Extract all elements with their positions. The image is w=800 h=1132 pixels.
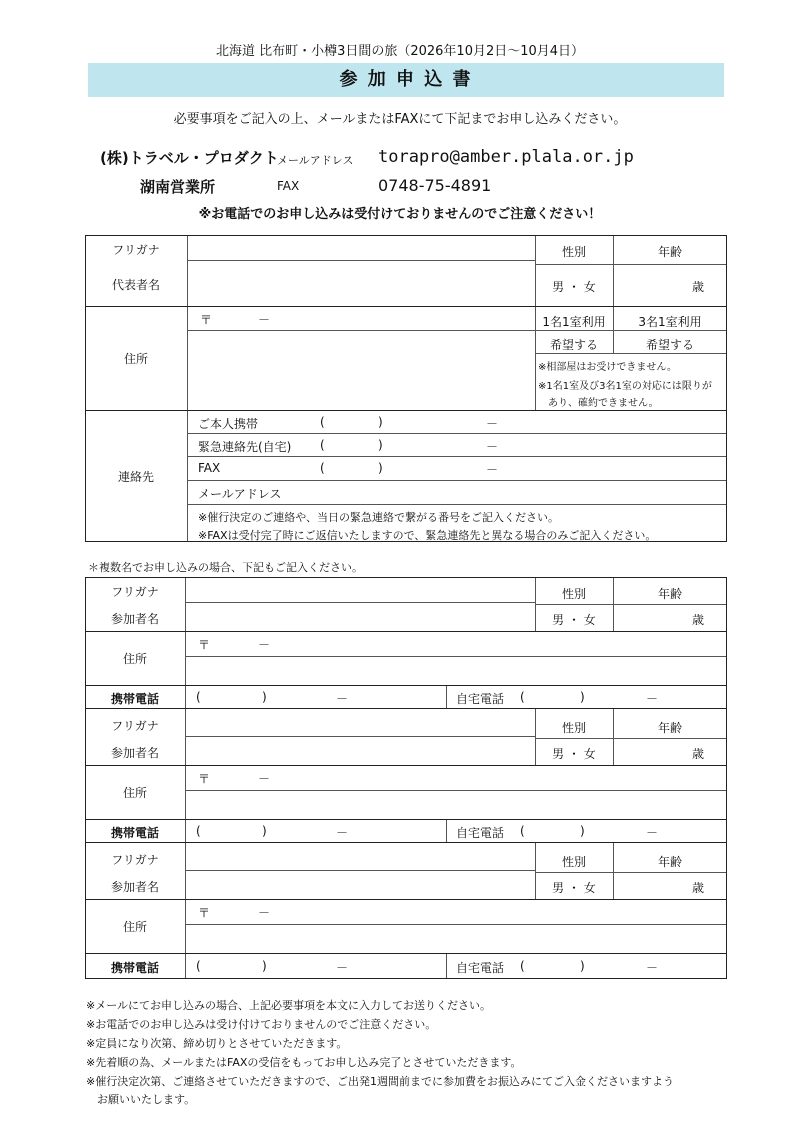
rep-age-unit: 歳 bbox=[692, 280, 705, 294]
p2-gender-label: 性別 bbox=[561, 721, 586, 735]
footer-note: ※催行決定次第、ご連絡させていただきますので、ご出発1週間前までに参加費をお振込みにてご入金くださいますよう bbox=[86, 1075, 674, 1088]
branch-name: 湖南営業所 bbox=[140, 178, 216, 196]
contact-note-2: ※FAXは受付完了時にご返信いたしますので、緊急連絡先と異なる場合のみご記入ください。 bbox=[198, 529, 657, 542]
footer-note: ※お電話でのお申し込みは受け付けておりませんのでご注意ください。 bbox=[86, 1018, 437, 1031]
postal-icon: 〒 bbox=[198, 638, 211, 652]
company-fax: 0748-75-4891 bbox=[378, 176, 492, 195]
note-shared-room: ※相部屋はお受けできません。 bbox=[538, 362, 677, 373]
p2-home-field[interactable] bbox=[448, 821, 725, 841]
phone-dash: － bbox=[486, 417, 499, 431]
paren-close: ) bbox=[580, 959, 585, 973]
p2-age-unit: 歳 bbox=[692, 747, 705, 761]
rep-furigana-field[interactable] bbox=[189, 238, 533, 259]
p2-gender-select[interactable]: 男 ・ 女 bbox=[552, 747, 596, 761]
note-room-limit-1: ※1名1室及び3名1室の対応には限りが bbox=[538, 381, 712, 392]
footer-note: お願いいたします。 bbox=[86, 1093, 196, 1106]
p3-gender-label: 性別 bbox=[561, 855, 586, 869]
multi-participant-note: ＊複数名でお申し込みの場合、下記もご記入ください。 bbox=[88, 561, 363, 574]
p3-furigana-field[interactable] bbox=[187, 845, 533, 869]
fax-label: FAX bbox=[277, 179, 300, 193]
paren-open: ( bbox=[320, 415, 325, 429]
rep-contact-label: 連絡先 bbox=[117, 470, 154, 484]
p2-home-label: 自宅電話 bbox=[456, 826, 505, 840]
phone-dash: － bbox=[336, 692, 349, 706]
paren-open: ( bbox=[196, 824, 201, 838]
rep-name-field[interactable] bbox=[189, 262, 533, 304]
instruction-text: 必要事項をご記入の上、メールまたはFAXにて下記までお申し込みください。 bbox=[173, 112, 627, 127]
paren-open: ( bbox=[196, 959, 201, 973]
p1-name-field[interactable] bbox=[187, 604, 533, 630]
p3-mobile-label: 携帯電話 bbox=[110, 961, 159, 975]
contact-note-1: ※催行決定のご連絡や、当日の緊急連絡で繋がる番号をご記入ください。 bbox=[198, 511, 559, 524]
p3-name-field[interactable] bbox=[187, 872, 533, 898]
paren-close: ) bbox=[378, 415, 383, 429]
paren-open: ( bbox=[196, 690, 201, 704]
p3-address-label: 住所 bbox=[122, 920, 147, 934]
p1-home-label: 自宅電話 bbox=[456, 692, 505, 706]
contact-home-field[interactable] bbox=[300, 436, 720, 455]
rep-furigana-label: フリガナ bbox=[112, 243, 160, 257]
paren-close: ) bbox=[262, 690, 267, 704]
p2-mobile-label: 携帯電話 bbox=[110, 826, 159, 840]
form-title: 参 加 申 込 書 bbox=[88, 63, 724, 97]
single-room-wish[interactable]: 希望する bbox=[549, 338, 598, 352]
p1-home-field[interactable] bbox=[448, 687, 725, 707]
p1-age-label: 年齢 bbox=[657, 587, 682, 601]
phone-dash: － bbox=[646, 692, 659, 706]
note-room-limit-2: あり、確約できません。 bbox=[548, 398, 659, 409]
p1-gender-select[interactable]: 男 ・ 女 bbox=[552, 613, 596, 627]
paren-close: ) bbox=[378, 438, 383, 452]
p2-name-field[interactable] bbox=[187, 738, 533, 764]
footer-note: ※先着順の為、メールまたはFAXの受信をもってお申し込み完了とさせていただきます。 bbox=[86, 1056, 522, 1069]
p1-address-label: 住所 bbox=[122, 652, 147, 666]
paren-close: ) bbox=[262, 959, 267, 973]
footer-note: ※定員になり次第、締め切りとさせていただきます。 bbox=[86, 1037, 348, 1050]
postal-icon: 〒 bbox=[198, 906, 211, 920]
trip-title: 北海道 比布町・小樽3日間の旅（2026年10月2日～10月4日） bbox=[215, 44, 585, 59]
paren-open: ( bbox=[320, 461, 325, 475]
paren-open: ( bbox=[520, 959, 525, 973]
postal-dash: － bbox=[258, 638, 271, 652]
company-name: (株)トラベル・プロダクト bbox=[100, 149, 279, 167]
paren-close: ) bbox=[378, 461, 383, 475]
triple-room-wish[interactable]: 希望する bbox=[645, 338, 694, 352]
rep-name-label: 代表者名 bbox=[111, 278, 160, 292]
p2-name-label: 参加者名 bbox=[110, 746, 159, 760]
phone-dash: － bbox=[336, 961, 349, 975]
postal-dash: － bbox=[258, 772, 271, 786]
p1-gender-label: 性別 bbox=[561, 587, 586, 601]
p2-age-label: 年齢 bbox=[657, 721, 682, 735]
p2-address-label: 住所 bbox=[122, 786, 147, 800]
p3-furigana-label: フリガナ bbox=[111, 853, 159, 867]
single-room-label: 1名1室利用 bbox=[542, 315, 606, 329]
p3-home-field[interactable] bbox=[448, 955, 725, 977]
paren-open: ( bbox=[520, 824, 525, 838]
postal-dash: － bbox=[258, 906, 271, 920]
phone-dash: － bbox=[336, 826, 349, 840]
p1-furigana-field[interactable] bbox=[187, 580, 533, 601]
p2-mobile-field[interactable] bbox=[187, 821, 445, 841]
rep-gender-select[interactable]: 男 ・ 女 bbox=[552, 280, 596, 294]
phone-notice: ※お電話でのお申し込みは受付けておりませんのでご注意ください！ bbox=[198, 207, 602, 222]
p3-age-unit: 歳 bbox=[692, 881, 705, 895]
rep-gender-label: 性別 bbox=[561, 245, 586, 259]
phone-dash: － bbox=[646, 826, 659, 840]
contact-email-field[interactable] bbox=[300, 483, 720, 502]
p2-furigana-label: フリガナ bbox=[111, 719, 159, 733]
contact-fax-label: FAX bbox=[198, 461, 221, 475]
company-email[interactable]: torapro@amber.plala.or.jp bbox=[378, 147, 634, 167]
p3-home-label: 自宅電話 bbox=[456, 961, 505, 975]
rep-age-label: 年齢 bbox=[657, 245, 682, 259]
postal-dash: － bbox=[258, 313, 271, 327]
contact-home-label: 緊急連絡先(自宅) bbox=[198, 440, 292, 454]
contact-fax-field[interactable] bbox=[300, 459, 720, 478]
rep-address-label: 住所 bbox=[123, 352, 148, 366]
p1-mobile-field[interactable] bbox=[187, 687, 445, 707]
p1-address-field[interactable] bbox=[187, 633, 725, 683]
phone-dash: － bbox=[646, 961, 659, 975]
p3-address-field[interactable] bbox=[187, 901, 725, 951]
triple-room-label: 3名1室利用 bbox=[638, 315, 702, 329]
contact-mobile-label: ご本人携帯 bbox=[198, 417, 259, 431]
p2-furigana-field[interactable] bbox=[187, 711, 533, 735]
paren-close: ) bbox=[580, 824, 585, 838]
p3-age-label: 年齢 bbox=[657, 855, 682, 869]
paren-open: ( bbox=[320, 438, 325, 452]
p3-gender-select[interactable]: 男 ・ 女 bbox=[552, 881, 596, 895]
p1-name-label: 参加者名 bbox=[110, 612, 159, 626]
contact-email-label: メールアドレス bbox=[198, 487, 282, 501]
postal-icon: 〒 bbox=[200, 313, 213, 327]
phone-dash: － bbox=[486, 463, 499, 477]
paren-close: ) bbox=[580, 690, 585, 704]
p1-furigana-label: フリガナ bbox=[111, 585, 159, 599]
email-label: メールアドレス bbox=[277, 154, 354, 167]
postal-icon: 〒 bbox=[198, 772, 211, 786]
paren-close: ) bbox=[262, 824, 267, 838]
p1-age-unit: 歳 bbox=[692, 613, 705, 627]
paren-open: ( bbox=[520, 690, 525, 704]
footer-note: ※メールにてお申し込みの場合、上記必要事項を本文に入力してお送りください。 bbox=[86, 999, 491, 1012]
p3-mobile-field[interactable] bbox=[187, 955, 445, 977]
p2-address-field[interactable] bbox=[187, 767, 725, 817]
p3-name-label: 参加者名 bbox=[110, 880, 159, 894]
contact-mobile-field[interactable] bbox=[300, 413, 720, 432]
rep-address-field[interactable] bbox=[189, 332, 533, 408]
phone-dash: － bbox=[486, 440, 499, 454]
p1-mobile-label: 携帯電話 bbox=[110, 692, 159, 706]
